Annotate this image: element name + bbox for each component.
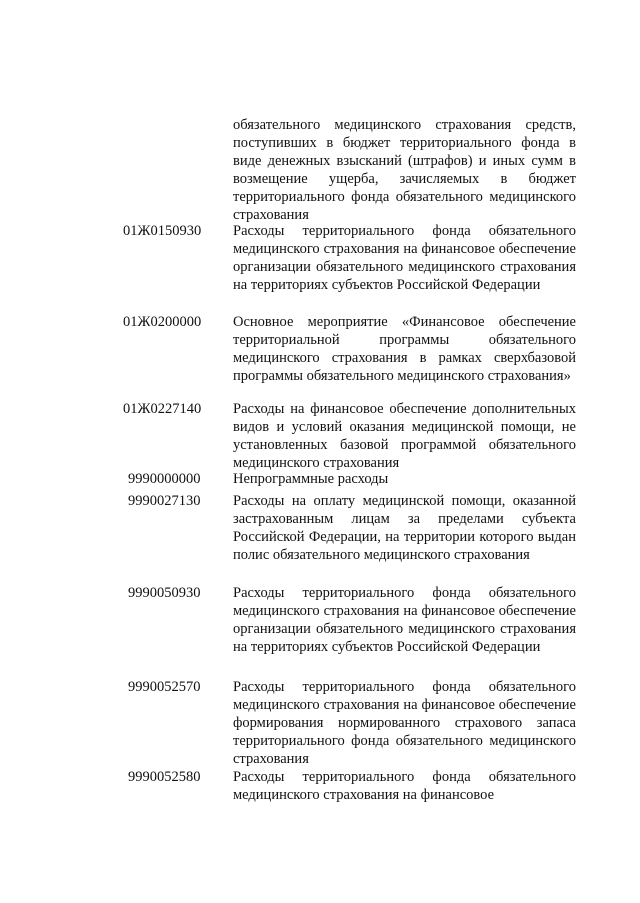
row-description: Расходы территориального фонда обязательного медицинского страхования на финансовое обеспечение формирования нормированного страхового запаса территориального фонда обязательного медицинского страхования	[233, 679, 576, 767]
row-code: 9990000000	[128, 471, 201, 487]
row-code: 01Ж0200000	[123, 314, 202, 330]
row-description: Расходы территориального фонда обязательного медицинского страхования на финансовое	[233, 769, 576, 803]
row-code: 9990052580	[128, 769, 201, 785]
row-code: 01Ж0227140	[123, 401, 202, 417]
row-code: 9990052570	[128, 679, 201, 695]
row-code: 9990027130	[128, 493, 201, 509]
row-description: обязательного медицинского страхования средств, поступивших в бюджет территориального фонда в виде денежных взысканий (штрафов) и иных сумм в возмещение ущерба, зачисляемых в бюджет территориального фонда обязательного медицинского страхования	[233, 117, 576, 223]
row-code: 9990050930	[128, 585, 201, 601]
row-code: 01Ж0150930	[123, 223, 202, 239]
row-description: Непрограммные расходы	[233, 471, 389, 487]
row-description: Расходы территориального фонда обязательного медицинского страхования на финансовое обеспечение организации обязательного медицинского страхования на территориях субъектов Российской Федерации	[233, 223, 576, 293]
row-description: Расходы территориального фонда обязательного медицинского страхования на финансовое обеспечение организации обязательного медицинского страхования на территориях субъектов Российской Федерации	[233, 585, 576, 655]
row-description: Расходы на финансовое обеспечение дополнительных видов и условий оказания медицинской помощи, не установленных базовой программой обязательного медицинского страхования	[233, 401, 576, 471]
row-description: Расходы на оплату медицинской помощи, оказанной застрахованным лицам за пределами субъекта Российской Федерации, на территории которого выдан полис обязательного медицинского страхования	[233, 493, 576, 563]
row-description: Основное мероприятие «Финансовое обеспечение территориальной программы обязательного медицинского страхования в рамках сверхбазовой программы обязательного медицинского страхования»	[233, 314, 576, 384]
